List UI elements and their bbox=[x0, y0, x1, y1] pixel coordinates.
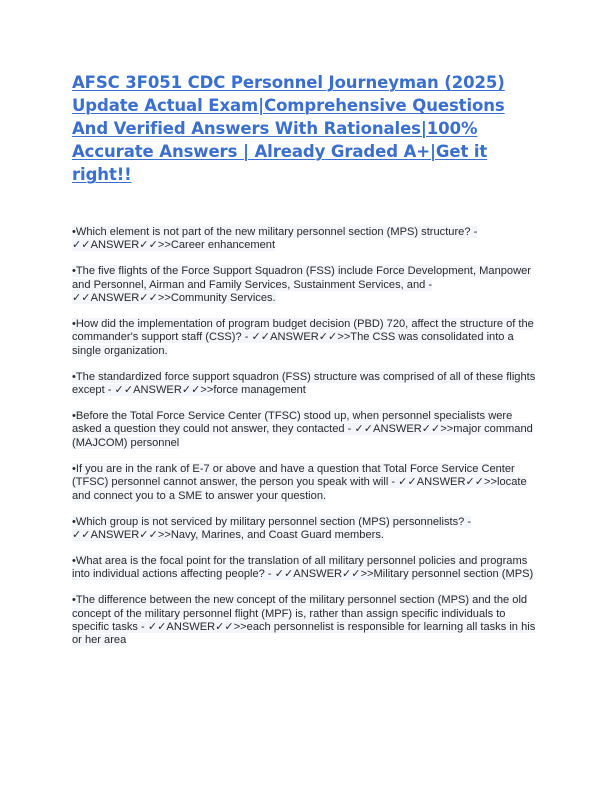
qa-text: •Before the Total Force Service Center (TFSC) stood up, when personnel specialists were asked a question they could not answer, they contacted - ✓✓ANSWER✓✓>>major command (MAJCOM) personnel bbox=[72, 410, 533, 449]
qa-text: •What area is the focal point for the translation of all military personnel policies and programs into individual actions affecting people? - ✓✓ANSWER✓✓>>Military personnel section (MPS) bbox=[72, 554, 534, 581]
document-title-link[interactable]: AFSC 3F051 CDC Personnel Journeyman (2025) Update Actual Exam|Comprehensive Questions And Verified Answers With Rationales|100% Accurate Answers | Already Graded A+|Get it right!! bbox=[72, 73, 505, 184]
qa-text: •How did the implementation of program budget decision (PBD) 720, affect the structure of the commander's support staff (CSS)? - ✓✓ANSWER✓✓>>The CSS was consolidated into a single organization. bbox=[72, 318, 534, 357]
question-answer-list bbox=[72, 226, 542, 648]
qa-text: •Which element is not part of the new military personnel section (MPS) structure? - ✓✓ANSWER✓✓>>Career enhancement bbox=[72, 226, 478, 252]
qa-item bbox=[72, 555, 542, 582]
qa-text: •The five flights of the Force Support Squadron (FSS) include Force Development, Manpower and Personnel, Airman and Family Services, Sustainment Services, and - ✓✓ANSWER✓✓>>Community Services. bbox=[72, 265, 531, 305]
qa-item bbox=[72, 318, 542, 358]
qa-text: •Which group is not serviced by military personnel section (MPS) personnelists? - ✓✓ANSWER✓✓>>Navy, Marines, and Coast Guard members. bbox=[72, 515, 472, 541]
qa-item bbox=[72, 594, 542, 648]
qa-item bbox=[72, 371, 542, 398]
qa-text: •If you are in the rank of E-7 or above and have a question that Total Force Service Center (TFSC) personnel cannot answer, the person you speak with will - ✓✓ANSWER✓✓>>locate and connect you to a SME to answer your question. bbox=[72, 462, 527, 502]
qa-item bbox=[72, 516, 542, 543]
qa-item bbox=[72, 226, 542, 253]
qa-item bbox=[72, 410, 542, 450]
qa-item bbox=[72, 463, 542, 503]
qa-item bbox=[72, 265, 542, 305]
qa-text: •The standardized force support squadron (FSS) structure was comprised of all of these flights except - ✓✓ANSWER✓✓>>force management bbox=[72, 370, 536, 397]
qa-text: •The difference between the new concept of the military personnel section (MPS) and the old concept of the military personnel flight (MPF) is, rather than assign specific individuals to specific tasks - ✓✓ANSWER✓✓>>each personnelist is responsible for learning all tasks in his or her area bbox=[72, 594, 536, 647]
